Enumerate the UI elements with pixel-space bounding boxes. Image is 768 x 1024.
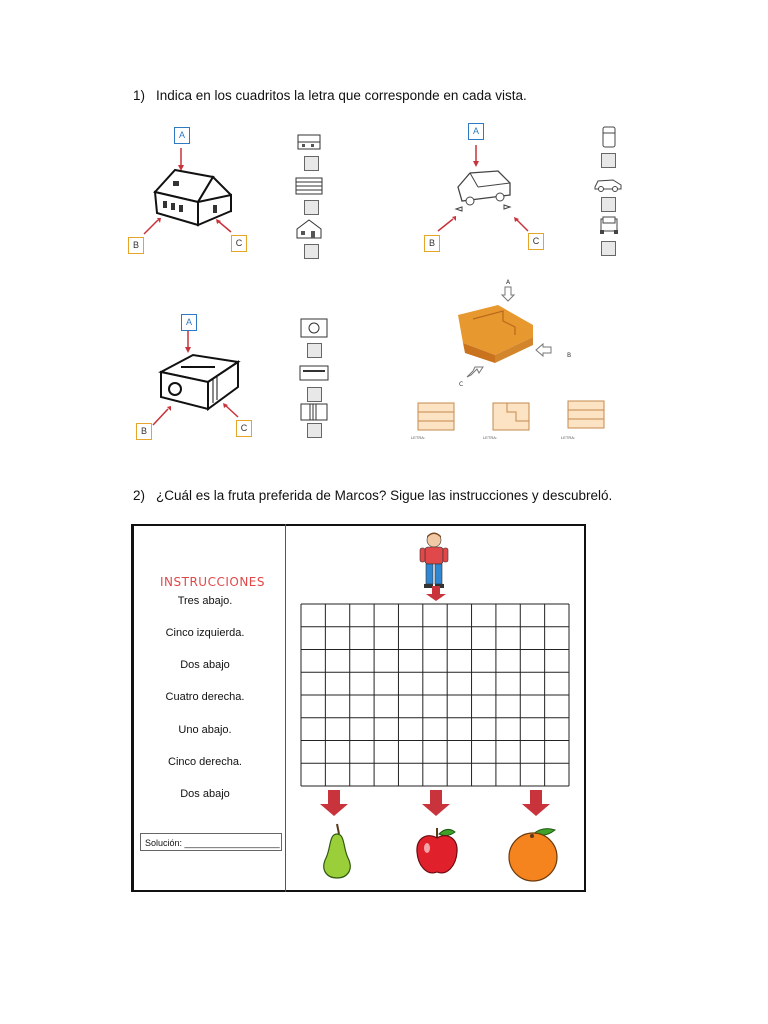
letter-label: LETRA:: [561, 435, 576, 440]
house-front-view: [295, 177, 323, 195]
sharpener-front-view: [300, 403, 328, 421]
down-arrow: [320, 790, 348, 818]
label-c: C: [528, 233, 544, 250]
down-arrow: [522, 790, 550, 818]
label-a: A: [468, 123, 484, 140]
instruction-step: Cuatro derecha.: [165, 691, 245, 703]
stairs-illustration: [403, 275, 633, 450]
answer-box[interactable]: [601, 197, 616, 212]
pear-image: [317, 822, 357, 880]
label-b: B: [136, 423, 152, 440]
answer-box[interactable]: [601, 241, 616, 256]
svg-text:A: A: [506, 279, 511, 286]
question-number: 2): [133, 488, 146, 503]
instruction-step: Cinco derecha.: [168, 756, 242, 768]
letter-label: LETRA:: [411, 435, 426, 440]
letter-label: LETRA:: [483, 435, 498, 440]
down-arrow: [422, 790, 450, 818]
path-grid: [300, 603, 572, 787]
label-b: B: [424, 235, 440, 252]
svg-text:B: B: [567, 352, 572, 359]
stairs-exercise: [403, 275, 633, 450]
question-number: 1): [133, 88, 146, 103]
sharpener-side-view: [300, 318, 328, 338]
car-exercise: [418, 115, 633, 265]
label-a: A: [174, 127, 190, 144]
label-c: C: [231, 235, 247, 252]
apple-image: [413, 824, 461, 878]
house-top-view: [296, 132, 322, 152]
solution-field[interactable]: Solución: ___________________: [140, 833, 282, 851]
instruction-step: Uno abajo.: [178, 724, 232, 736]
car-front-view: [599, 215, 619, 235]
instruction-step: Dos abajo: [180, 659, 230, 671]
answer-box[interactable]: [307, 423, 322, 438]
answer-box[interactable]: [304, 156, 319, 171]
answer-box[interactable]: [304, 244, 319, 259]
car-top-view: [601, 125, 617, 149]
question-text: Indica en los cuadritos la letra que corresponde en cada vista.: [156, 88, 527, 103]
label-b: B: [128, 237, 144, 254]
answer-box[interactable]: [304, 200, 319, 215]
house-exercise: [113, 115, 343, 265]
label-c: C: [236, 420, 252, 437]
answer-box[interactable]: [307, 343, 322, 358]
panel-divider: [285, 524, 286, 892]
instruction-step: Cinco izquierda.: [165, 627, 245, 639]
sharpener-top-view: [299, 365, 329, 381]
answer-box[interactable]: [307, 387, 322, 402]
car-side-view: [593, 175, 623, 193]
instructions-title: INSTRUCCIONES: [160, 575, 266, 589]
instruction-step: Dos abajo: [180, 788, 230, 800]
answer-box[interactable]: [601, 153, 616, 168]
down-arrow: [424, 586, 448, 602]
instruction-step: Tres abajo.: [177, 595, 233, 607]
label-a: A: [181, 314, 197, 331]
house-side-view: [295, 218, 323, 240]
sharpener-exercise: [113, 287, 358, 447]
question-text: ¿Cuál es la fruta preferida de Marcos? Sigue las instrucciones y descubreló.: [156, 488, 613, 503]
svg-text:C: C: [459, 381, 464, 388]
orange-image: [503, 826, 561, 882]
